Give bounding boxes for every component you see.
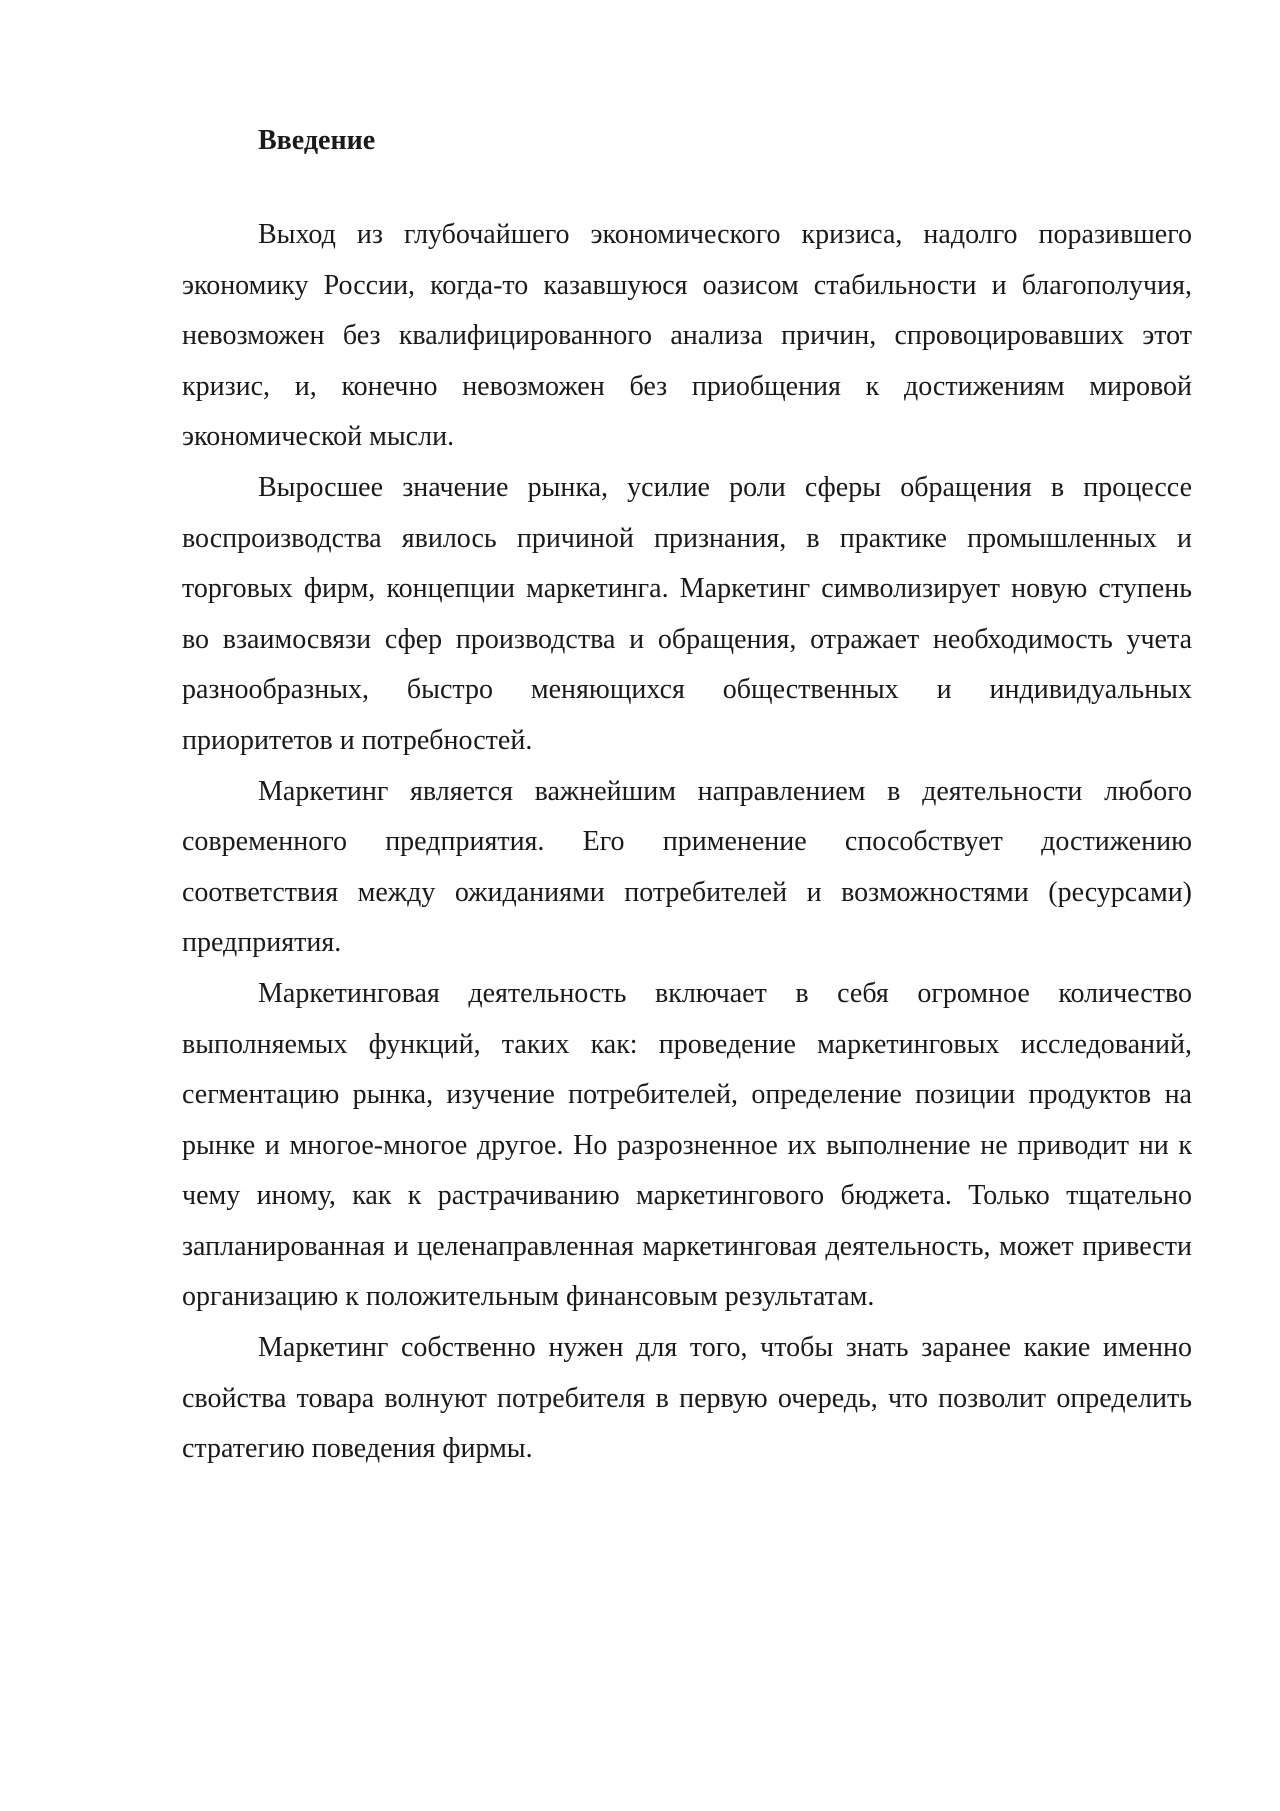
paragraph-4: Маркетинговая деятельность включает в себя огромное количество выполняемых функций, таких как: проведение маркетинговых исследований, сегментацию рынка, изучение потребителей, определение позиции продуктов на рынке и многое-многое другое. Но разрозненное их выполнение не приводит ни к чему иному, как к растрачиванию маркетингового бюджета. Только тщательно запланированная и целенаправленная маркетинговая деятельность, может привести организацию к положительным финансовым результатам. — [182, 977, 1192, 1313]
paragraph-2: Выросшее значение рынка, усилие роли сферы обращения в процессе воспроизводства явилось причиной признания, в практике промышленных и торговых фирм, концепции маркетинга. Маркетинг символизирует новую ступень во взаимосвязи сфер производства и обращения, отражает необходимость учета разнообразных, быстро меняющихся общественных и индивидуальных приоритетов и потребностей. — [182, 471, 1192, 756]
page-title: Введение — [258, 125, 376, 156]
paragraph-5: Маркетинг собственно нужен для того, чтобы знать заранее какие именно свойства товара волнуют потребителя в первую очередь, что позволит определить стратегию поведения фирмы. — [182, 1332, 1192, 1465]
paragraph-3: Маркетинг является важнейшим направлением в деятельности любого современного предприятия. Его применение способствует достижению соответствия между ожиданиями потребителей и возможностями (ресурсами) предприятия. — [182, 775, 1192, 959]
document-body — [182, 116, 1192, 1475]
paragraph-1: Выход из глубочайшего экономического кризиса, надолго поразившего экономику России, когда-то казавшуюся оазисом стабильности и благополучия, невозможен без квалифицированного анализа причин, спровоцировавших этот кризис, и, конечно невозможен без приобщения к достижениям мировой экономической мысли. — [182, 219, 1192, 453]
